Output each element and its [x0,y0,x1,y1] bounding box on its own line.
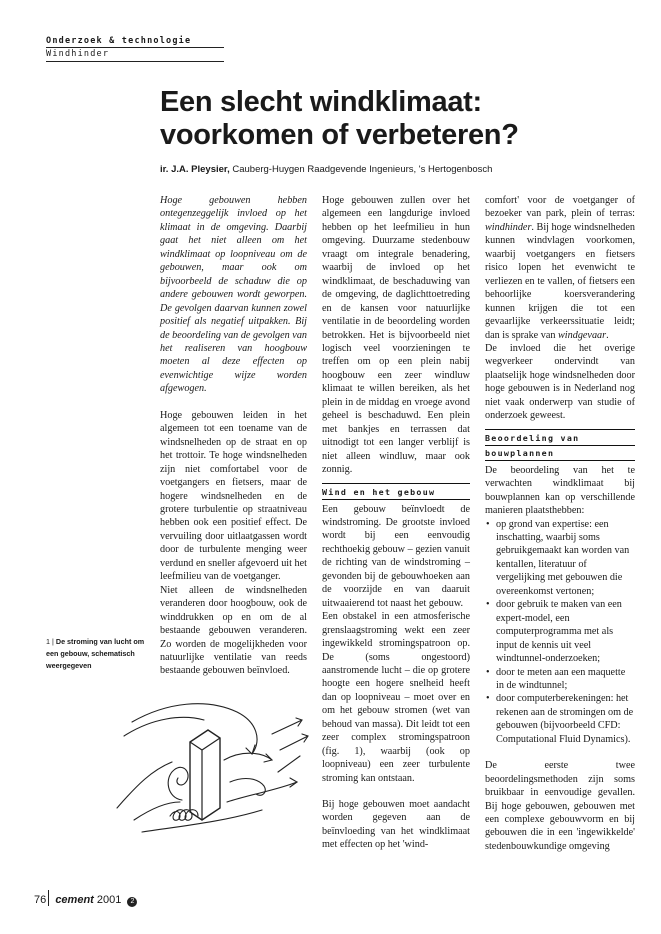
page-number: 76 [34,894,47,906]
footer-divider [48,890,49,906]
header-rule-bottom [46,61,224,62]
body-paragraph: Bij hoge gebouwen moet aandacht worden gegeven aan de beïnvloeding van het windklimaat met effecten op het 'wind- [322,799,470,851]
list-item: • door computerberekeningen: het rekenen aan de stromingen om de gebouwen (bijvoorbeeld CFD: Computational Fluid Dynamics). [485,692,635,746]
text-run: . [606,329,609,341]
body-paragraph: Hoge gebouwen zullen over het algemeen een langdurige invloed hebben op het leefmilieu in hun omgeving. Duurzame stedenbouw vraagt om integrale benadering, waarbij de invloed op het windklimaat, de beschaduwing van de omgeving, de daglichttoetreding en de kansen voor natuurlijke ventilatie in de beoordeling worden betrokken. Het is bijvoorbeeld niet logisch veel voorzieningen te treffen om op een plein nabij hoogbouw een zeer windluw klimaat te willen bereiken, als het plein in de middag en vroege avond geheel is beschaduwd. Een plein met bankjes en terrassen dat uitnodigt tot een langer verblijf is niet alleen windluw, maar ook zonnig. [322,195,470,476]
body-paragraph: De beoordeling van het te verwachten windklimaat bij bouwplannen kan op verschillende manieren plaatsthebben: [485,464,635,517]
emphasis-term: windhinder [485,221,532,233]
list-item: • op grond van expertise: een inschatting, waarbij soms gebruikgemaakt kan worden van kentallen, literatuur of vergelijking met gebouwen die overeenkomst vertonen; [485,518,635,599]
body-paragraph: De invloed die het overige wegverkeer ondervindt van plaatselijk hoge windsnelheden door hoge gebouwen is in Nederland nog niet vaak onderwerp van studie of onderzoek geweest. [485,342,635,422]
subsection-label: Windhinder [46,49,110,59]
body-paragraph [485,194,635,342]
body-paragraph: De eerste twee beoordelingsmethoden zijn soms bruikbaar in eenvoudige gevallen. Bij hoge gebouwen, gebouwen met een complexe gebouwvorm en bij gebouwen die in een 'ingewikkelde' stedenbouwkundige omgeving [485,760,635,852]
author-line [160,164,630,175]
body-paragraph: Niet alleen de windsnelheden veranderen door hoogbouw, ook de winddrukken op en om de al bestaande gebouwen veranderen. Zo worden de mogelijkheden voor natuurlijke ventilatie van reeds bestaande gebouwen beïnvloed. [160,584,307,677]
caption-text: De stroming van lucht om een gebouw, schematisch weergegeven [46,637,145,670]
section-heading-beoordeling [485,429,635,461]
wind-flow-sketch [112,690,318,840]
body-paragraph: Een obstakel in een atmosferische grenslaagstroming wekt een zeer ingewikkeld stromingspatroon op. De (soms ongestoord) aanstromende lucht – die op grotere hoogte een hogere snelheid heeft dan op loopniveau – moet over en om het gebouw stromen (wet van behoud van massa). Dit leidt tot een zeer complex stromingspatroon (fig. 1), waarbij (ook op loopniveau) een zeer turbulente stroming kan ontstaan. [322,611,470,784]
magazine-name: cement [55,894,94,906]
header-rule [46,47,224,48]
list-item: • door gebruik te maken van een expert-model, een computerprogramma met als input de kennis uit veel windtunnel-onderzoeken; [485,598,635,665]
figure-caption [46,636,154,672]
emphasis-term: windgevaar [558,329,607,341]
issue-number-badge: 2 [127,897,137,907]
column-2 [322,194,470,852]
author-affiliation: Cauberg-Huygen Raadgevende Ingenieurs, 's Hertogenbosch [232,164,493,175]
title-line-2: voorkomen of verbeteren? [160,119,519,151]
column-3 [485,194,635,853]
section-heading-wind: Wind en het gebouw [322,483,470,500]
caption-number: 1 | [46,637,54,646]
body-paragraph: Een gebouw beïnvloedt de windstroming. De grootste invloed wordt bij een eenvoudig rechthoekig gebouw – gezien vanuit de richting van de windstroming – gevonden bij de gebouwhoeken aan de voorzijde en van daaruit uitwaaierend tot naast het gebouw. [322,503,470,609]
body-paragraph: Hoge gebouwen leiden in het algemeen tot een toename van de windsnelheden op de straat en op het trottoir. Te hoge windsnelheden zijn niet comfortabel voor de voetgangers en fietsers, maar de hogere windsnelheden en de grotere turbulentie op straatniveau hebben ook een positief effect. De vervuiling door uitlaatgassen wordt door de turbulente menging weer verdund en sneller afgevoerd uit het leefmilieu van de voetganger. [160,409,307,583]
heading-line: bouwplannen [485,445,635,459]
heading-line: Beoordeling van [485,432,580,443]
text-run: comfort' voor de voetganger of bezoeker van park, plein of terras: [485,195,635,220]
method-list [485,518,635,747]
column-1 [160,194,307,678]
author-name: ir. J.A. Pleysier, [160,164,230,175]
intro-paragraph: Hoge gebouwen hebben ontegenzeggelijk invloed op het klimaat in de omgeving. Daarbij gaat het niet alleen om het windklimaat op loopniveau om de gebouwen, maar ook om bijvoorbeeld de schaduw die op andere gebouwen wordt geworpen. De gevolgen daarvan kunnen zowel positief als negatief uitpakken. Bij de beoordeling van de gevolgen van het realiseren van hoogbouw moeten al deze effecten op evenwichtige wijze worden afgewogen. [160,195,308,395]
page-footer [34,890,137,907]
title-line-1: Een slecht windklimaat: [160,86,482,118]
section-label: Onderzoek & technologie [46,36,192,46]
text-run: . Bij hoge windsnelheden kunnen windvlagen voorkomen, waarbij voetgangers en fietsers risico lopen het evenwicht te verliezen en te vallen, of fietsers een behoorlijke koersverandering kunnen krijgen die tot een gevaarlijke verkeerssituatie leidt; dan is sprake van [485,221,635,341]
article-title [160,86,630,152]
list-item: • door te meten aan een maquette in de windtunnel; [485,666,635,693]
magazine-year: 2001 [96,894,122,906]
